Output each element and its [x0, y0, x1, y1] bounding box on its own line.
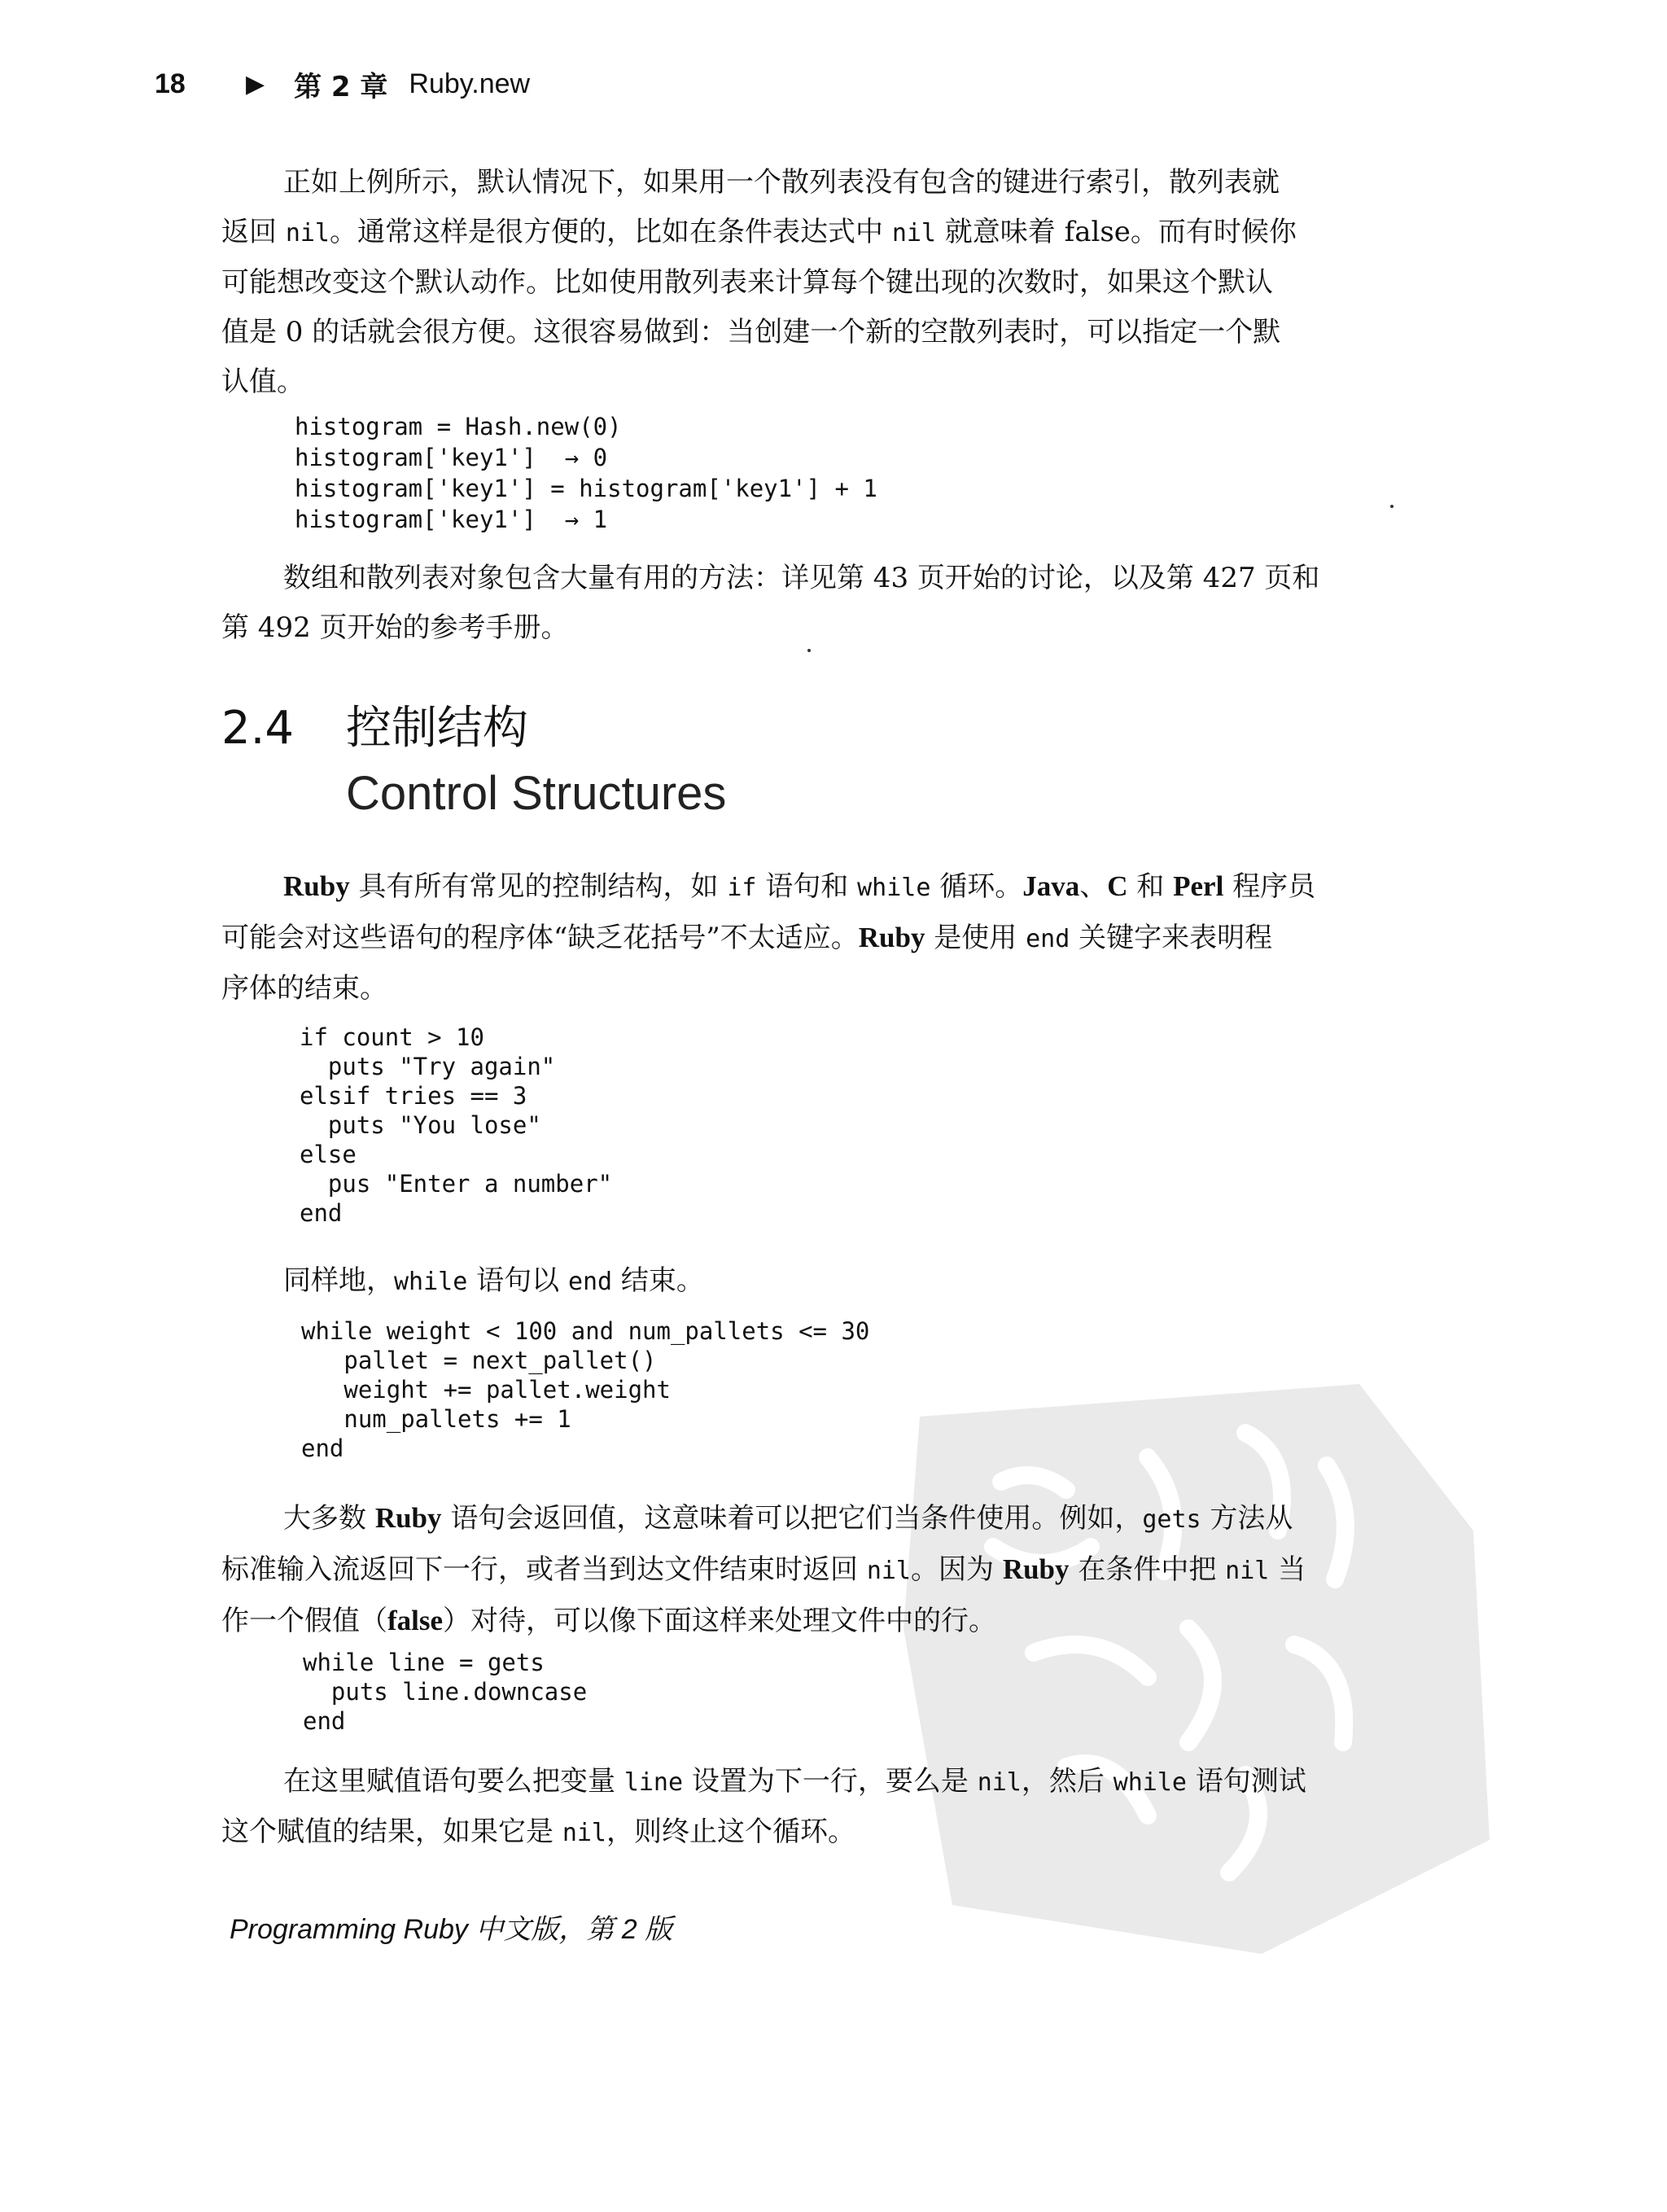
- text-line: 第 492 页开始的参考手册。: [221, 611, 569, 644]
- scan-speck: [1390, 505, 1394, 508]
- library-seal-watermark: [904, 1384, 1490, 1954]
- code-line: puts "Try again": [300, 1053, 556, 1080]
- text-line: 作一个假值（false）对待，可以像下面这样来处理文件中的行。: [221, 1605, 997, 1637]
- text-line: 同样地，while 语句以 end 结束。: [283, 1264, 704, 1297]
- play-arrow-icon: ▶: [246, 70, 265, 98]
- paragraph-hash-default: [221, 158, 1405, 407]
- code-line: puts "You lose": [300, 1111, 541, 1139]
- code-line: while weight < 100 and num_pallets <= 30: [301, 1317, 870, 1345]
- text-line: 序体的结束。: [221, 972, 387, 1005]
- page-number: 18: [155, 68, 186, 99]
- text-line: 正如上例所示，默认情况下，如果用一个散列表没有包含的键进行索引，散列表就: [283, 166, 1280, 199]
- paragraph-control-structures: [221, 861, 1405, 1014]
- code-line: pus "Enter a number": [300, 1170, 613, 1198]
- section-title-en: Control Structures: [346, 767, 727, 820]
- text-line: 值是 0 的话就会很方便。这很容易做到：当创建一个新的空散列表时，可以指定一个默: [221, 316, 1281, 348]
- code-line: histogram['key1'] → 0: [295, 444, 608, 471]
- code-line: puts line.downcase: [303, 1678, 588, 1706]
- code-block-histogram: [295, 411, 877, 535]
- code-block-while: [301, 1316, 869, 1463]
- text-line: 返回 nil。通常这样是很方便的，比如在条件表达式中 nil 就意味着 false。而有时候你: [221, 216, 1297, 248]
- code-line: histogram = Hash.new(0): [295, 413, 622, 440]
- scan-speck: [807, 649, 811, 652]
- code-block-if: [300, 1023, 612, 1228]
- running-footer: Programming Ruby 中文版，第 2 版: [230, 1914, 673, 1945]
- text-line: 大多数 Ruby 语句会返回值，这意味着可以把它们当条件使用。例如，gets 方法从: [283, 1502, 1293, 1535]
- code-line: num_pallets += 1: [301, 1405, 571, 1433]
- paragraph-while-end: [221, 1256, 1405, 1307]
- code-line: histogram['key1'] = histogram['key1'] + 1: [295, 475, 877, 502]
- code-line: end: [300, 1199, 343, 1227]
- paragraph-methods-reference: [221, 554, 1405, 653]
- text-line: 可能会对这些语句的程序体“缺乏花括号”不太适应。Ruby 是使用 end 关键字来表明程: [221, 922, 1273, 954]
- code-line: elsif tries == 3: [300, 1082, 527, 1110]
- paragraph-assignment-loop: [221, 1757, 1405, 1858]
- code-line: pallet = next_pallet(): [301, 1347, 657, 1374]
- text-line: 在这里赋值语句要么把变量 line 设置为下一行，要么是 nil，然后 while 语句测试: [283, 1765, 1306, 1798]
- chapter-label: 第 2 章: [294, 70, 388, 103]
- code-line: end: [301, 1435, 344, 1462]
- text-line: 数组和散列表对象包含大量有用的方法：详见第 43 页开始的讨论，以及第 427 页和: [283, 562, 1320, 594]
- code-line: while line = gets: [303, 1649, 545, 1676]
- text-line: 标准输入流返回下一行，或者当到达文件结束时返回 nil。因为 Ruby 在条件中把 nil 当: [221, 1553, 1306, 1586]
- code-line: else: [300, 1141, 357, 1168]
- code-line: weight += pallet.weight: [301, 1376, 671, 1404]
- text-line: 可能想改变这个默认动作。比如使用散列表来计算每个键出现的次数时，如果这个默认: [221, 266, 1273, 299]
- section-number: 2.4: [221, 702, 295, 755]
- running-header: [155, 64, 530, 104]
- code-line: histogram['key1'] → 1: [295, 506, 608, 533]
- chapter-title: Ruby.new: [409, 68, 531, 99]
- text-line: 这个赋值的结果，如果它是 nil，则终止这个循环。: [221, 1816, 855, 1848]
- text-line: 认值。: [221, 366, 304, 398]
- code-line: if count > 10: [300, 1023, 484, 1051]
- section-title-zh: 控制结构: [346, 702, 528, 755]
- paragraph-return-values: [221, 1493, 1405, 1646]
- code-block-gets: [303, 1648, 587, 1736]
- text-line: Ruby 具有所有常见的控制结构，如 if 语句和 while 循环。Java、C 和 Perl 程序员: [283, 870, 1316, 903]
- code-line: end: [303, 1707, 346, 1735]
